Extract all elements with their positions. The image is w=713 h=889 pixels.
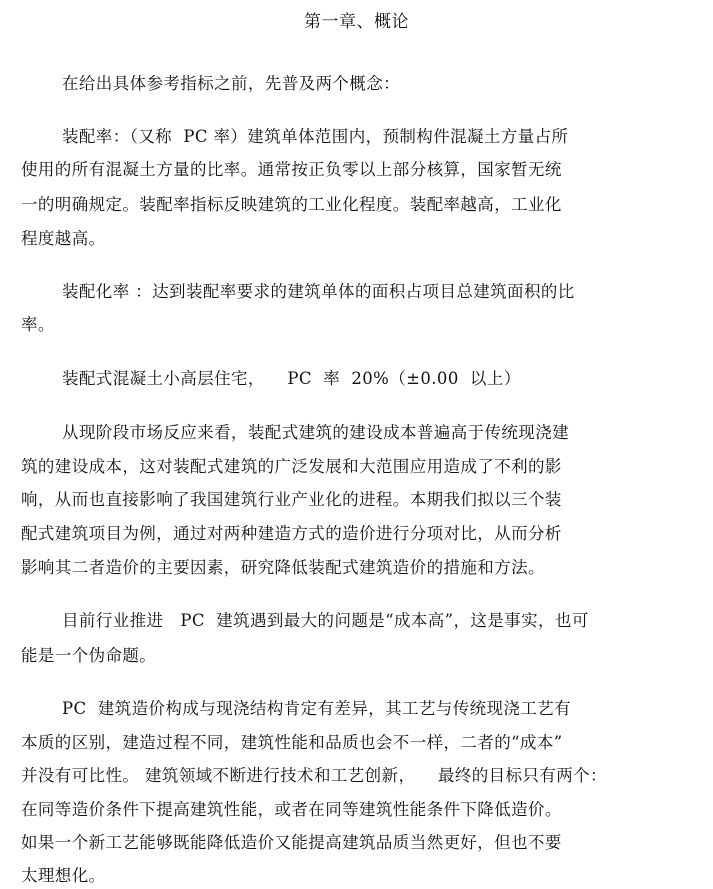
paragraph-assembly-rate-line: 一的明确规定。装配率指标反映建筑的工业化程度。装配率越高，工业化 [21,195,562,214]
paragraph-assembly-rate-line: 装配率：（又称 PC 率）建筑单体范围内，预制构件混凝土方量占所 [62,127,569,146]
paragraph-assembly-rate-line: 使用的所有混凝土方量的比率。通常按正负零以上部分核算，国家暂无统 [21,160,562,179]
paragraph-cost-composition-line: 太理想化。 [21,866,106,885]
paragraph-market-analysis-line: 配式建筑项目为例，通过对两种建造方式的造价进行分项对比，从而分析 [21,524,562,543]
paragraph-cost-composition-line: 本质的区别，建造过程不同，建筑性能和品质也会不一样，二者的“成本” [21,733,563,752]
paragraph-market-analysis-line: 筑的建设成本，这对装配式建筑的广泛发展和大范围应用造成了不利的影 [21,457,562,476]
paragraph-market-analysis-line: 影响其二者造价的主要因素，研究降低装配式建筑造价的措施和方法。 [21,558,545,577]
paragraph-market-analysis-line: 从现阶段市场反应来看，装配式建筑的建设成本普遍高于传统现浇建 [62,423,569,442]
paragraph-market-analysis-line: 响，从而也直接影响了我国建筑行业产业化的进程。本期我们拟以三个装 [21,490,562,509]
paragraph-assembly-coverage-line: 装配化率 ：达到装配率要求的建筑单体的面积占项目总建筑面积的比 [62,282,575,301]
paragraph-cost-composition-line: PC 建筑造价构成与现浇结构肯定有差异，其工艺与传统现浇工艺有 [62,699,572,718]
paragraph-assembly-coverage-line: 率。 [21,315,55,334]
paragraph-residential-pc-rate-line: 装配式混凝土小高层住宅， PC 率 20%（±0.00 以上） [62,369,521,388]
paragraph-cost-problem-line: 能是一个伪命题。 [21,646,157,665]
paragraph-intro-line: 在给出具体参考指标之前，先普及两个概念： [62,74,400,93]
paragraph-cost-composition-line: 如果一个新工艺能够既能降低造价又能提高建筑品质当然更好，但也不要 [21,833,562,852]
paragraph-cost-problem-line: 目前行业推进 PC 建筑遇到最大的问题是“成本高”，这是事实，也可 [62,611,589,630]
chapter-title: 第一章、概论 [304,12,409,32]
paragraph-cost-composition-line: 在同等造价条件下提高建筑性能，或者在同等建筑性能条件下降低造价。 [21,800,562,819]
paragraph-cost-composition-line: 并没有可比性。 建筑领域不断进行技术和工艺创新， 最终的目标只有两个： [21,766,607,785]
paragraph-assembly-rate-line: 程度越高。 [21,229,106,248]
